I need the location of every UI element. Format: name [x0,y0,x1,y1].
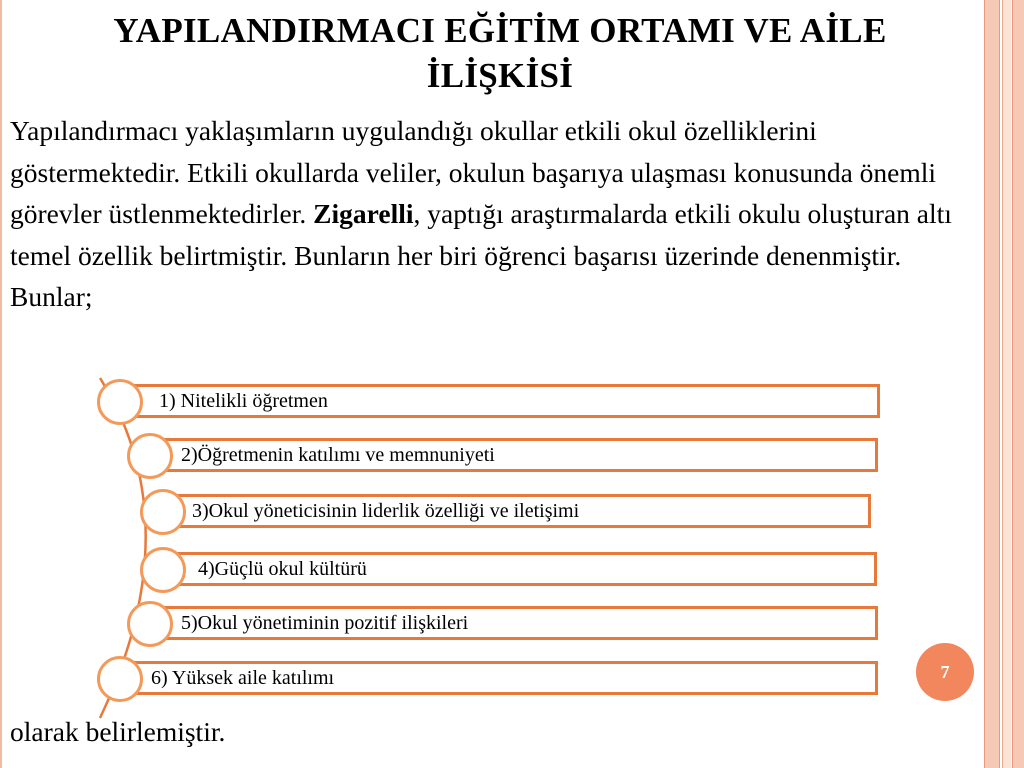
list-item-6-marker [97,656,143,702]
list-item-label: 3)Okul yöneticisinin liderlik özelliği ve iletişimi [192,500,580,522]
list-item-label: 5)Okul yönetiminin pozitif ilişkileri [181,612,469,634]
body-text-part1: Yapılandırmacı yaklaşımların uygulandığı okullar etkili okul özelliklerini göstermektedir. Etkili okullarda veliler, okulun başarıya ulaşması konusunda önemli görevler üstlenmektedirler. [10,115,937,229]
list-item-5-marker [127,601,173,647]
title-line-2: İLİŞKİSİ [426,56,574,95]
closing-text: olarak belirlemiştir. [10,716,226,747]
list-item-label: 4)Güçlü okul kültürü [198,558,367,580]
list-item-2 [152,438,878,472]
list-item-2-marker [127,433,173,479]
page-number-badge: 7 [916,643,974,701]
list-item-label: 1) Nitelikli öğretmen [159,390,328,412]
list-item-3-marker [140,489,186,535]
list-item-3 [165,494,871,528]
list-item-6 [122,661,878,695]
list-item-4 [165,552,877,586]
list-item-5 [152,606,878,640]
title-line-1: YAPILANDIRMACI EĞİTİM ORTAMI VE AİLE [113,11,887,50]
body-text-part2: , yaptığı araştırmalarda etkili okulu oluşturan altı temel özellik belirtmiştir. Bunların her biri öğrenci başarısı üzerinde denenmiştir. Bunlar; [10,198,952,312]
list-item-4-marker [140,547,186,593]
list-item-label: 2)Öğretmenin katılımı ve memnuniyeti [181,444,495,466]
body-bold-name: Zigarelli [313,198,414,229]
list-item-label: 6) Yüksek aile katılımı [151,667,335,689]
list-item-1-marker [97,379,143,425]
list-item-1 [122,384,880,418]
